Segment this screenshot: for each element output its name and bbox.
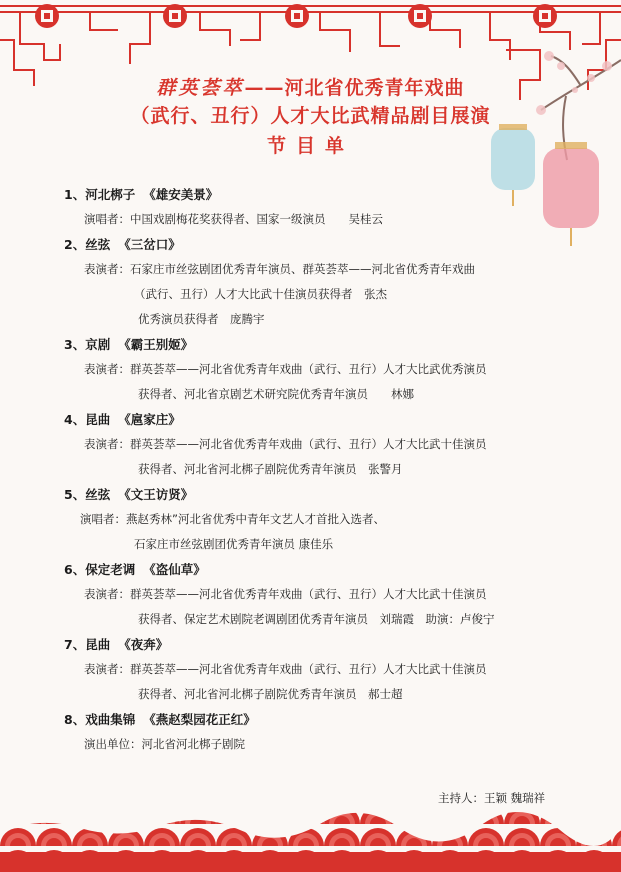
item-title: 《三岔口》 (118, 237, 181, 252)
title-calligraphy: 群英荟萃 (156, 77, 245, 99)
title-line-2: （武行、丑行）人才大比武精品剧目展演 (130, 105, 491, 127)
performer-line: 演唱者：燕赵秀林”河北省优秀中青年文艺人才首批入选者、 (80, 512, 385, 526)
program-item (64, 232, 584, 332)
item-genre: 1、河北梆子 (64, 187, 136, 202)
item-title: 《文王访贤》 (118, 487, 194, 502)
wave-pattern (0, 802, 621, 872)
item-heading (64, 482, 584, 507)
item-title: 《盗仙草》 (143, 562, 206, 577)
item-genre: 6、保定老调 (64, 562, 136, 577)
program-item (64, 407, 584, 482)
performer-line: 获得者、河北省河北梆子剧院优秀青年演员 郝士超 (138, 687, 403, 701)
program-item (64, 182, 584, 232)
performer-line: 表演者：群英荟萃——河北省优秀青年戏曲（武行、丑行）人才大比武十佳演员 (84, 662, 487, 676)
item-heading (64, 707, 584, 732)
item-heading (64, 557, 584, 582)
program-item (64, 557, 584, 632)
performer-line: 表演者：石家庄市丝弦剧团优秀青年演员、群英荟萃——河北省优秀青年戏曲 (84, 262, 475, 276)
item-genre: 2、丝弦 (64, 237, 111, 252)
item-genre: 7、昆曲 (64, 637, 111, 652)
item-genre: 5、丝弦 (64, 487, 111, 502)
program-item (64, 332, 584, 407)
item-title: 《燕赵梨园花正红》 (143, 712, 256, 727)
program-item (64, 632, 584, 707)
item-genre: 8、戏曲集锦 (64, 712, 136, 727)
item-heading (64, 632, 584, 657)
performer-line: 获得者、河北省河北梆子剧院优秀青年演员 张警月 (138, 462, 403, 476)
item-title: 《霸王别姬》 (118, 337, 194, 352)
program-item (64, 707, 584, 757)
page-title (0, 74, 621, 160)
item-genre: 4、昆曲 (64, 412, 111, 427)
title-line-1 (0, 74, 621, 102)
performer-line: 演出单位：河北省河北梆子剧院 (84, 737, 245, 751)
item-heading (64, 332, 584, 357)
performer-line: （武行、丑行）人才大比武十佳演员获得者 张杰 (134, 287, 387, 301)
program-list (64, 182, 584, 757)
performer-line: 表演者：群英荟萃——河北省优秀青年戏曲（武行、丑行）人才大比武十佳演员 (84, 587, 487, 601)
item-genre: 3、京剧 (64, 337, 111, 352)
item-heading (64, 407, 584, 432)
performer-line: 表演者：群英荟萃——河北省优秀青年戏曲（武行、丑行）人才大比武十佳演员 (84, 437, 487, 451)
performer-line: 获得者、河北省京剧艺术研究院优秀青年演员 林娜 (138, 387, 414, 401)
performer-line: 获得者、保定艺术剧院老调剧团优秀青年演员 刘瑞霞 助演：卢俊宁 (138, 612, 495, 626)
host-credit: 主持人：王颖 魏瑞祥 (438, 791, 546, 805)
performer-line: 石家庄市丝弦剧团优秀青年演员 康佳乐 (134, 537, 334, 551)
item-heading (64, 232, 584, 257)
performer-line: 演唱者：中国戏剧梅花奖获得者、国家一级演员 吴桂云 (84, 212, 383, 226)
item-title: 《夜奔》 (118, 637, 169, 652)
item-title: 《扈家庄》 (118, 412, 181, 427)
performer-line: 表演者：群英荟萃——河北省优秀青年戏曲（武行、丑行）人才大比武优秀演员 (84, 362, 487, 376)
program-item (64, 482, 584, 557)
item-heading (64, 182, 584, 207)
title-line-3: 节目单 (266, 135, 354, 157)
item-title: 《雄安美景》 (143, 187, 219, 202)
performer-line: 优秀演员获得者 庞腾宇 (138, 312, 265, 326)
title-rest: ——河北省优秀青年戏曲 (244, 77, 465, 99)
